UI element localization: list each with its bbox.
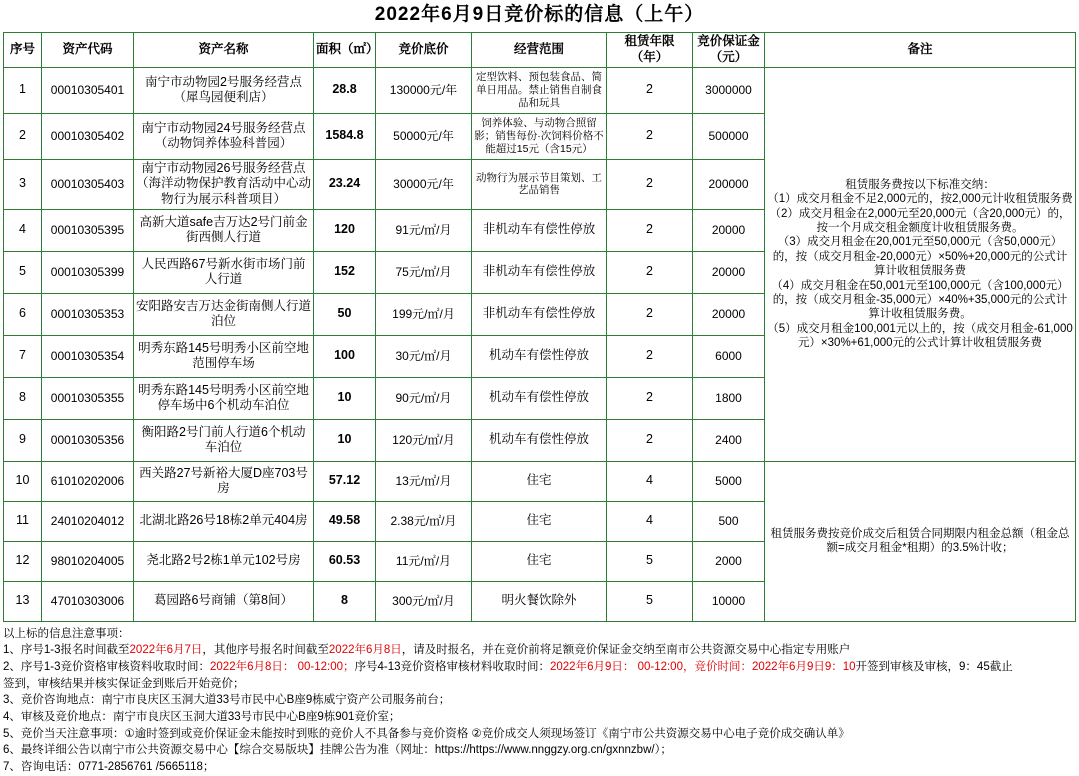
- cell-area: 10: [314, 377, 376, 419]
- cell-price: 75元/㎡/月: [376, 251, 472, 293]
- cell-deposit: 200000: [693, 159, 765, 209]
- cell-name: 明秀东路145号明秀小区前空地范围停车场: [134, 335, 314, 377]
- table-row: [4, 67, 1076, 113]
- cell-area: 100: [314, 335, 376, 377]
- cell-years: 5: [607, 581, 693, 621]
- note-line: 1、序号1-3报名时间截至2022年6月7日，其他序号报名时间截至2022年6月8日，请及时报名，并在竞价前将足额竞价保证金交纳至南市公共资源交易中心指定专用账户: [3, 644, 851, 657]
- cell-scope: 住宅: [472, 501, 607, 541]
- cell-code: 00010305355: [42, 377, 134, 419]
- page-title: 2022年6月9日竞价标的信息（上午）: [374, 4, 705, 25]
- cell-area: 1584.8: [314, 113, 376, 159]
- cell-idx: 12: [4, 541, 42, 581]
- cell-years: 4: [607, 501, 693, 541]
- cell-price: 300元/㎡/月: [376, 581, 472, 621]
- th-area: 面积（㎡）: [314, 32, 376, 67]
- cell-scope: 住宅: [472, 541, 607, 581]
- th-lease-years: 租赁年限（年）: [607, 32, 693, 67]
- cell-idx: 13: [4, 581, 42, 621]
- cell-years: 2: [607, 67, 693, 113]
- cell-name: 葛园路6号商铺（第8间）: [134, 581, 314, 621]
- cell-name: 北湖北路26号18栋2单元404房: [134, 501, 314, 541]
- cell-scope: 明火餐饮除外: [472, 581, 607, 621]
- cell-price: 30000元/年: [376, 159, 472, 209]
- cell-scope: 定型饮料、预包装食品、简单日用品。禁止销售自制食品和玩具: [472, 67, 607, 113]
- cell-years: 2: [607, 335, 693, 377]
- cell-code: 47010303006: [42, 581, 134, 621]
- note-line: 4、审核及竞价地点：南宁市良庆区玉洞大道33号市民中心B座9栋901竞价室；: [3, 711, 401, 724]
- table-header-row: [4, 32, 1076, 67]
- cell-code: 00010305399: [42, 251, 134, 293]
- cell-years: 2: [607, 377, 693, 419]
- cell-area: 49.58: [314, 501, 376, 541]
- cell-price: 13元/㎡/月: [376, 461, 472, 501]
- cell-name: 南宁市动物园26号服务经营点（海洋动物保护教育活动中心动物行为展示科普项目）: [134, 159, 314, 209]
- cell-idx: 5: [4, 251, 42, 293]
- cell-area: 120: [314, 209, 376, 251]
- th-index: 序号: [4, 32, 42, 67]
- cell-scope: 非机动车有偿性停放: [472, 209, 607, 251]
- cell-code: 61010202006: [42, 461, 134, 501]
- cell-area: 57.12: [314, 461, 376, 501]
- cell-years: 2: [607, 293, 693, 335]
- cell-deposit: 5000: [693, 461, 765, 501]
- note-line: 7、咨询电话：0771-2856761 /5665118；: [3, 761, 215, 774]
- cell-price: 30元/㎡/月: [376, 335, 472, 377]
- note-line: 3、竞价咨询地点：南宁市良庆区玉洞大道33号市民中心B座9栋威宁资产公司服务前台；: [3, 694, 451, 707]
- cell-idx: 10: [4, 461, 42, 501]
- cell-idx: 3: [4, 159, 42, 209]
- cell-deposit: 20000: [693, 293, 765, 335]
- notes-lines: [3, 642, 1076, 775]
- cell-area: 23.24: [314, 159, 376, 209]
- cell-deposit: 500000: [693, 113, 765, 159]
- cell-scope: 机动车有偿性停放: [472, 377, 607, 419]
- cell-name: 安阳路安吉万达金街南侧人行道泊位: [134, 293, 314, 335]
- cell-price: 11元/㎡/月: [376, 541, 472, 581]
- cell-deposit: 20000: [693, 209, 765, 251]
- cell-idx: 6: [4, 293, 42, 335]
- th-asset-name: 资产名称: [134, 32, 314, 67]
- cell-remark-bottom: 租赁服务费按竞价成交后租赁合同期限内租金总额（租金总额=成交月租金*租期）的3.5%计收；: [765, 461, 1076, 621]
- cell-code: 00010305356: [42, 419, 134, 461]
- table-row: [4, 461, 1076, 501]
- cell-idx: 2: [4, 113, 42, 159]
- cell-area: 152: [314, 251, 376, 293]
- notes-section: [3, 626, 1076, 776]
- cell-years: 5: [607, 541, 693, 581]
- cell-area: 10: [314, 419, 376, 461]
- cell-code: 00010305403: [42, 159, 134, 209]
- cell-name: 高新大道safe吉万达2号门前金街西侧人行道: [134, 209, 314, 251]
- cell-years: 2: [607, 209, 693, 251]
- cell-area: 50: [314, 293, 376, 335]
- cell-idx: 11: [4, 501, 42, 541]
- cell-name: 人民西路67号新水街市场门前人行道: [134, 251, 314, 293]
- cell-name: 南宁市动物园24号服务经营点（动物饲养体验科普园）: [134, 113, 314, 159]
- cell-code: 00010305354: [42, 335, 134, 377]
- cell-name: 南宁市动物园2号服务经营点（犀鸟园便利店）: [134, 67, 314, 113]
- bidding-items-table: [3, 32, 1076, 622]
- th-business-scope: 经营范围: [472, 32, 607, 67]
- cell-scope: 非机动车有偿性停放: [472, 293, 607, 335]
- cell-price: 130000元/年: [376, 67, 472, 113]
- cell-name: 衡阳路2号门前人行道6个机动车泊位: [134, 419, 314, 461]
- cell-deposit: 10000: [693, 581, 765, 621]
- cell-area: 8: [314, 581, 376, 621]
- cell-price: 120元/㎡/月: [376, 419, 472, 461]
- cell-code: 00010305401: [42, 67, 134, 113]
- cell-scope: 饲养体验、与动物合照留影；销售每份·次饲料价格不能超过15元（含15元）: [472, 113, 607, 159]
- cell-scope: 机动车有偿性停放: [472, 335, 607, 377]
- cell-deposit: 20000: [693, 251, 765, 293]
- cell-idx: 7: [4, 335, 42, 377]
- cell-code: 98010204005: [42, 541, 134, 581]
- cell-code: 00010305353: [42, 293, 134, 335]
- cell-deposit: 500: [693, 501, 765, 541]
- cell-scope: 非机动车有偿性停放: [472, 251, 607, 293]
- cell-name: 尧北路2号2栋1单元102号房: [134, 541, 314, 581]
- cell-price: 50000元/年: [376, 113, 472, 159]
- cell-scope: 动物行为展示节目策划、工艺品销售: [472, 159, 607, 209]
- cell-area: 60.53: [314, 541, 376, 581]
- cell-deposit: 2400: [693, 419, 765, 461]
- cell-scope: 住宅: [472, 461, 607, 501]
- cell-scope: 机动车有偿性停放: [472, 419, 607, 461]
- th-remark: 备注: [765, 32, 1076, 67]
- cell-price: 2.38元/㎡/月: [376, 501, 472, 541]
- cell-idx: 9: [4, 419, 42, 461]
- cell-idx: 8: [4, 377, 42, 419]
- cell-deposit: 2000: [693, 541, 765, 581]
- table-body: [4, 67, 1076, 621]
- th-deposit: 竞价保证金（元）: [693, 32, 765, 67]
- th-base-price: 竞价底价: [376, 32, 472, 67]
- th-asset-code: 资产代码: [42, 32, 134, 67]
- cell-years: 2: [607, 113, 693, 159]
- cell-years: 4: [607, 461, 693, 501]
- cell-years: 2: [607, 251, 693, 293]
- cell-years: 2: [607, 419, 693, 461]
- cell-years: 2: [607, 159, 693, 209]
- notes-heading: 以上标的信息注意事项：: [3, 627, 130, 640]
- cell-code: 24010204012: [42, 501, 134, 541]
- cell-code: 00010305402: [42, 113, 134, 159]
- note-line: 2、序号1-3竞价资格审核资料收取时间：2022年6月8日： 00-12:00；序号4-13竞价资格审核材料收取时间：2022年6月9日： 00-12:00，竞价时间：2022年6月9日9：10开签到审核及审核，9：45截止: [3, 661, 1013, 674]
- cell-deposit: 1800: [693, 377, 765, 419]
- note-line: 5、竞价当天注意事项：①逾时签到或竞价保证金未能按时到账的竞价人不具备参与竞价资格 ②竞价成交人须现场签订《南宁市公共资源交易中心电子竞价成交确认单》: [3, 727, 850, 740]
- cell-price: 199元/㎡/月: [376, 293, 472, 335]
- cell-idx: 1: [4, 67, 42, 113]
- note-line: 6、最终详细公告以南宁市公共资源交易中心【综合交易版块】挂牌公告为准（网址：https://https://www.nnggzy.org.cn/gxnnzbw/）；: [3, 744, 672, 757]
- cell-code: 00010305395: [42, 209, 134, 251]
- cell-deposit: 3000000: [693, 67, 765, 113]
- cell-remark-top: 租赁服务费按以下标准交纳： （1）成交月租金不足2,000元的，按2,000元计收租赁服务费 （2）成交月租金在2,000元至20,000元（含20,000元）的，按一个月成交租金额度计收租赁服务费。 （3）成交月租金在20,001元至50,000元（含50,000元）的，按（成交月租金-20,000元）×50%+20,000元的公式计算计收租赁服务费 （4）成交月租金在50,001元至100,000元（含100,000元）的，按（成交月租金-35,000元）×40%+35,000元的公式计算计收租赁服务费。 （5）成交月租金100,001元以上的，按（成交月租金-61,000元）×30%+61,000元的公式计算计收租赁服务费: [765, 67, 1076, 461]
- cell-name: 西关路27号新裕大厦D座703号房: [134, 461, 314, 501]
- cell-area: 28.8: [314, 67, 376, 113]
- cell-price: 90元/㎡/月: [376, 377, 472, 419]
- cell-price: 91元/㎡/月: [376, 209, 472, 251]
- cell-name: 明秀东路145号明秀小区前空地停车场中6个机动车泊位: [134, 377, 314, 419]
- cell-idx: 4: [4, 209, 42, 251]
- cell-deposit: 6000: [693, 335, 765, 377]
- note-line: 签到，审核结果并核实保证金到账后开始竞价；: [3, 677, 245, 690]
